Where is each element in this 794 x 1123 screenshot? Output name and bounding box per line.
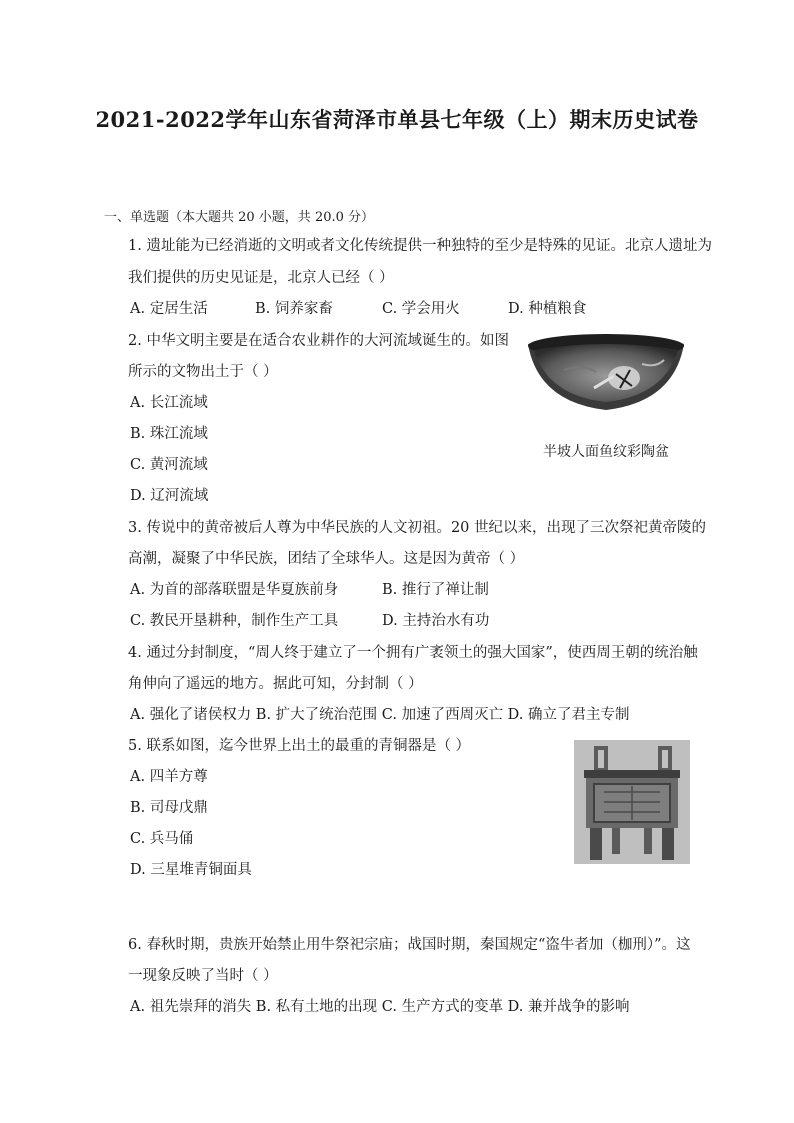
- section-heading: 一、单选题（本大题共 20 小题，共 20.0 分）: [104, 210, 375, 225]
- question-6-options: A. 祖先崇拜的消失 B. 私有土地的出现 C. 生产方式的变革 D. 兼并战争的影响: [130, 999, 630, 1015]
- question-1-option-a: A. 定居生活: [130, 301, 208, 317]
- page-title: 2021-2022学年山东省菏泽市单县七年级（上）期末历史试卷: [95, 107, 699, 132]
- question-5-option-c: C. 兵马俑: [130, 831, 194, 847]
- question-1-line-2: 我们提供的历史见证是，北京人已经（ ）: [128, 270, 394, 286]
- question-1-option-d: D. 种植粮食: [508, 301, 587, 317]
- question-2-line-1: 2. 中华文明主要是在适合农业耕作的大河流域诞生的。如图: [128, 333, 509, 349]
- question-4-options: A. 强化了诸侯权力 B. 扩大了统治范围 C. 加速了西周灭亡 D. 确立了君主专制: [130, 707, 630, 723]
- question-3-option-c: C. 教民开垦耕种，制作生产工具: [130, 613, 339, 629]
- question-4-line-1: 4. 通过分封制度，“周人终于建立了一个拥有广袤领土的强大国家”，使西周王朝的统治触: [128, 645, 698, 661]
- question-1-option-c: C. 学会用火: [382, 301, 460, 317]
- question-3-line-2: 高潮，凝聚了中华民族，团结了全球华人。这是因为黄帝（ ）: [128, 551, 525, 567]
- question-1-option-b: B. 饲养家畜: [255, 301, 333, 317]
- question-1-line-1: 1. 遗址能为已经消逝的文明或者文化传统提供一种独特的至少是特殊的见证。北京人遗址为: [128, 238, 712, 254]
- pottery-basin-caption: 半坡人面鱼纹彩陶盆: [543, 444, 669, 460]
- question-2-option-d: D. 辽河流域: [130, 488, 209, 504]
- question-4-line-2: 角伸向了遥远的地方。据此可知，分封制（ ）: [128, 676, 423, 692]
- question-3-line-1: 3. 传说中的黄帝被后人尊为中华民族的人文初祖。20 世纪以来，出现了三次祭祀黄帝陵的: [128, 520, 706, 536]
- question-6-line-1: 6. 春秋时期，贵族开始禁止用牛祭祀宗庙；战国时期，秦国规定“盗牛者加（枷刑）”。这: [128, 937, 691, 953]
- question-5-option-d: D. 三星堆青铜面具: [130, 862, 252, 878]
- question-5-option-b: B. 司母戊鼎: [130, 800, 208, 816]
- question-2-option-a: A. 长江流域: [130, 395, 208, 411]
- question-5-line-1: 5. 联系如图，迄今世界上出土的最重的青铜器是（ ）: [128, 738, 471, 754]
- question-2-option-c: C. 黄河流域: [130, 457, 208, 473]
- question-3-option-d: D. 主持治水有功: [382, 613, 490, 629]
- question-3-option-a: A. 为首的部落联盟是华夏族前身: [130, 582, 339, 598]
- question-3-option-b: B. 推行了禅让制: [382, 582, 489, 598]
- bronze-ding-image: [574, 740, 690, 864]
- question-2-line-2: 所示的文物出土于（ ）: [128, 364, 278, 380]
- pottery-basin-image: [524, 330, 688, 412]
- question-6-line-2: 一现象反映了当时（ ）: [128, 968, 278, 984]
- question-5-option-a: A. 四羊方尊: [130, 769, 208, 785]
- question-2-option-b: B. 珠江流域: [130, 426, 208, 442]
